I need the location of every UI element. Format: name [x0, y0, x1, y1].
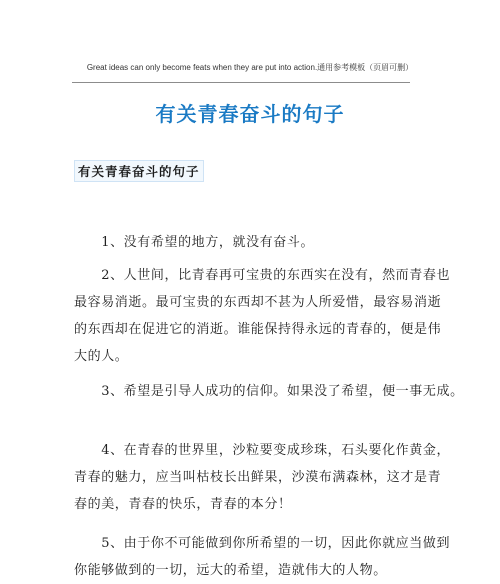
paragraph-3	[74, 378, 464, 405]
paragraph-line: 春的美，青春的快乐，青春的本分！	[74, 497, 292, 512]
document-subtitle: 有关青春奋斗的句子	[74, 160, 204, 182]
paragraph-line: 1、没有希望的地方，就没有奋斗。	[74, 235, 315, 250]
page-header-text: Great ideas can only become feats when they are put into action.通用参考模板（页眉可删）	[86, 63, 414, 72]
paragraph-2	[74, 262, 451, 370]
paragraph-line: 最容易消逝。最可宝贵的东西却不甚为人所爱惜，最容易消逝	[74, 295, 442, 310]
paragraph-1	[74, 229, 436, 256]
header-divider	[72, 82, 410, 83]
paragraph-5	[74, 530, 451, 584]
paragraph-line: 的东西却在促进它的消逝。谁能保持得永远的青春的，便是伟	[74, 322, 442, 337]
document-title: 有关青春奋斗的句子	[155, 102, 345, 126]
paragraph-line: 2、人世间，比青春再可宝贵的东西实在没有，然而青春也	[74, 268, 451, 283]
paragraph-line: 5、由于你不可能做到你所希望的一切，因此你就应当做到	[74, 536, 451, 551]
paragraph-line: 3、希望是引导人成功的信仰。如果没了希望，便一事无成。	[74, 384, 464, 399]
paragraph-line: 青春的魅力，应当叫枯枝长出鲜果，沙漠布满森林，这才是青	[74, 470, 442, 485]
paragraph-line: 4、在青春的世界里，沙粒要变成珍珠，石头要化作黄金，	[74, 443, 451, 458]
paragraph-line: 你能够做到的一切，远大的希望，造就伟大的人物。	[74, 563, 387, 578]
paragraph-line: 大的人。	[74, 349, 129, 364]
paragraph-4	[74, 437, 451, 518]
